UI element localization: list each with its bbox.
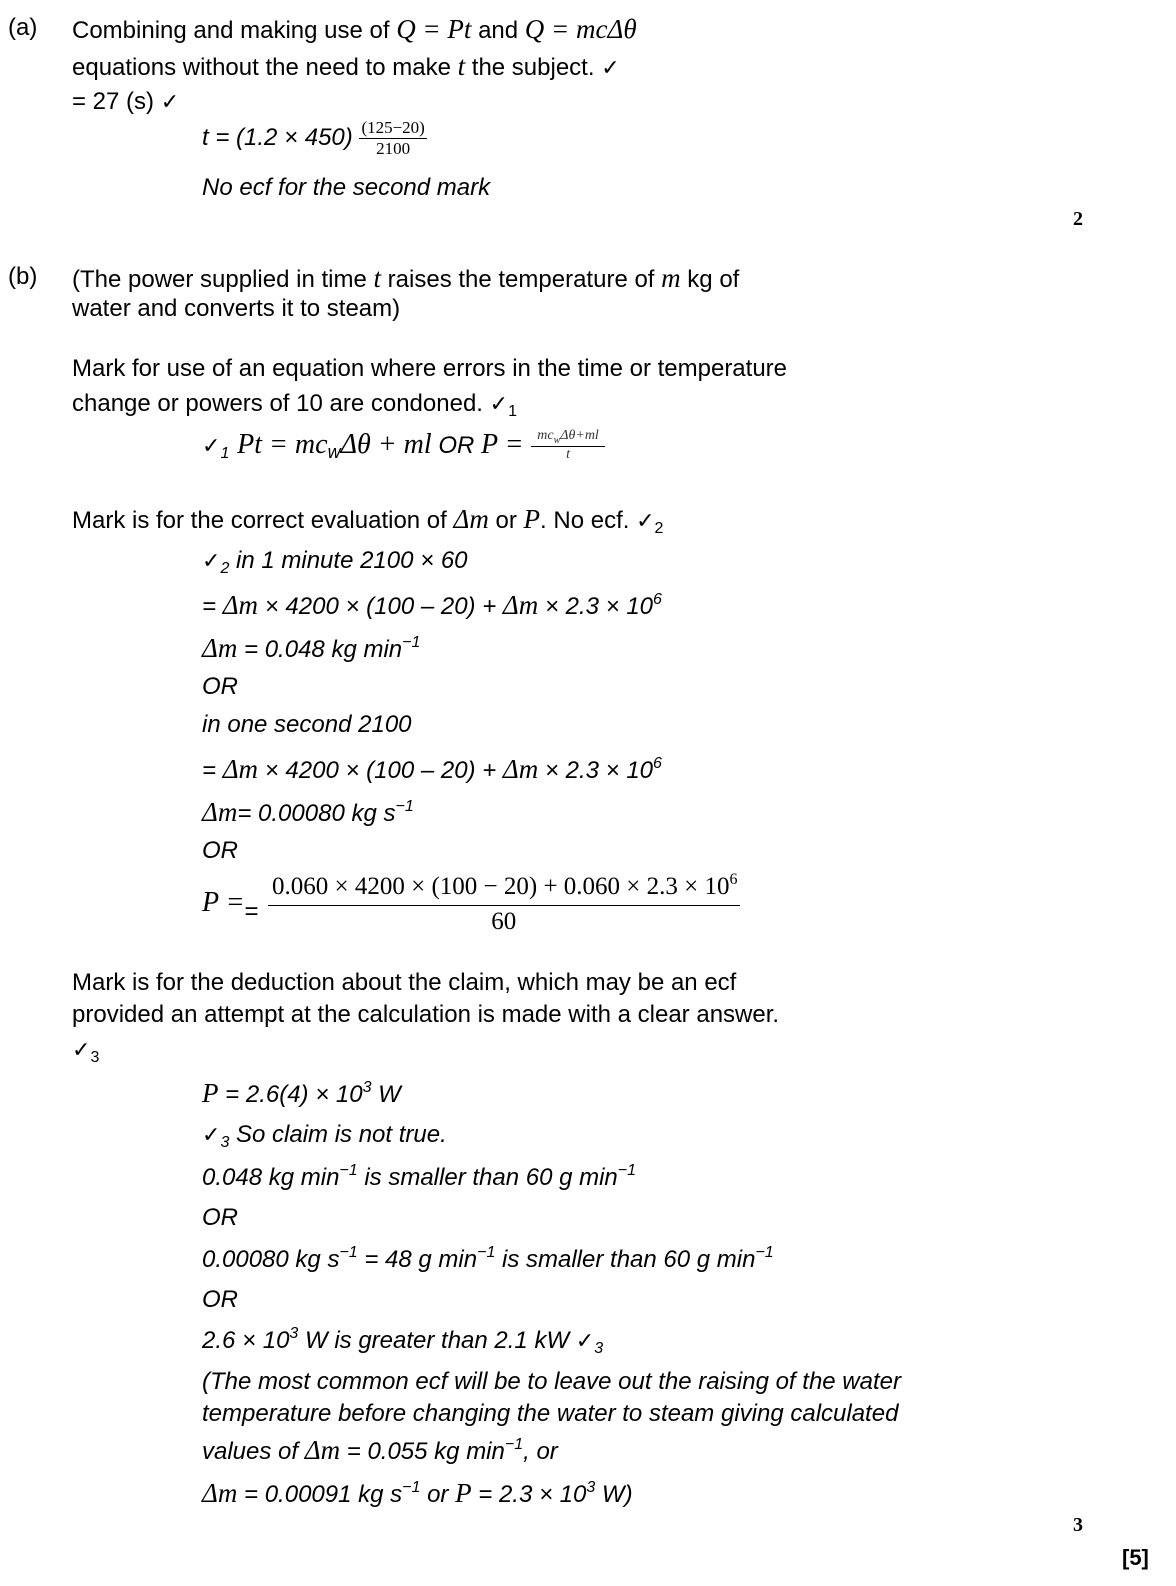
var-dm: Δm: [502, 590, 539, 620]
alternative-2: [202, 1246, 774, 1274]
text: = 2.3 × 10: [471, 1481, 587, 1508]
mark-2-criterion: [72, 504, 663, 538]
text: × 4200 × (100 – 20) +: [258, 757, 503, 784]
tick-subscript: 1: [220, 445, 230, 462]
mark-1-criterion-line-2: [72, 390, 517, 421]
text: kg of: [680, 266, 740, 293]
fraction-numerator: [268, 873, 740, 906]
power-fraction: [268, 873, 740, 936]
exponent: −1: [339, 1244, 358, 1261]
calc-2-line-3: [202, 797, 414, 828]
fraction: [531, 428, 605, 463]
or-separator: OR: [202, 837, 238, 864]
fraction-denominator: 60: [491, 908, 517, 935]
var-p: P: [202, 1078, 219, 1108]
p-equals: P =: [202, 887, 245, 918]
text: W: [371, 1081, 401, 1108]
text: . No ecf.: [540, 507, 630, 534]
text: mc: [537, 428, 554, 444]
text: = 27 (s): [72, 88, 155, 115]
text: W is greater than 2.1 kW: [298, 1327, 576, 1354]
equation-q-mcdt: Q = mcΔθ: [524, 14, 637, 44]
text: or: [488, 507, 524, 534]
var-dm: Δm: [222, 590, 259, 620]
or-separator: OR: [202, 1204, 238, 1231]
or-separator: OR: [202, 1286, 238, 1313]
exponent: −1: [402, 1479, 421, 1496]
fraction-denominator: 2100: [376, 139, 411, 158]
text: 0.00080 kg s: [202, 1246, 340, 1273]
text: W): [595, 1481, 633, 1508]
var-dm: Δm: [202, 797, 238, 827]
text: = 0.048 kg min: [237, 636, 403, 663]
total-marks: [5]: [1122, 1545, 1149, 1570]
var-t: t: [373, 263, 381, 293]
text: × 2.3 × 10: [538, 757, 654, 784]
tick-subscript: 3: [594, 1340, 604, 1357]
power-equation: [202, 873, 259, 925]
calc-1-line-1: [202, 547, 468, 578]
text: change or powers of 10 are condoned.: [72, 390, 483, 417]
text: 2.6 × 10: [202, 1327, 290, 1354]
tick-icon: ✓: [160, 90, 180, 115]
exponent: −1: [402, 634, 421, 651]
part-b-intro-1: [72, 263, 739, 294]
tick-subscript: 3: [90, 1049, 100, 1066]
exponent: 3: [289, 1325, 299, 1342]
exponent: −1: [339, 1162, 358, 1179]
tick-icon: ✓: [636, 509, 655, 534]
part-a-calculation: [202, 118, 427, 159]
alternative-1: [202, 1164, 636, 1192]
text: = 0.055 kg min: [340, 1438, 505, 1465]
calc-2-line-1: in one second 2100: [202, 711, 412, 738]
text: w: [553, 435, 561, 446]
fraction: [359, 118, 426, 159]
tick-subscript: 1: [508, 403, 517, 420]
text: , or: [523, 1438, 558, 1465]
var-dm: Δm: [202, 1478, 238, 1508]
var-dm: Δm: [502, 754, 539, 784]
var-dm: Δm: [453, 504, 489, 534]
text: Δθ+ml: [560, 428, 599, 444]
tick-subscript: 3: [220, 1134, 230, 1151]
text: raises the temperature of: [381, 266, 662, 293]
part-a-marks: 2: [1073, 208, 1083, 230]
eq-p: P =: [481, 429, 524, 460]
exponent: −1: [755, 1244, 774, 1261]
exponent: −1: [617, 1162, 637, 1179]
equals: =: [244, 898, 259, 925]
text: values of: [202, 1438, 305, 1465]
ecf-note-line-4: [202, 1478, 633, 1509]
tick-icon: ✓: [575, 1329, 595, 1354]
equation-energy-balance: [202, 428, 605, 463]
exponent: 3: [362, 1079, 372, 1096]
fraction-numerator: (125−20): [361, 118, 425, 137]
var-dm: Δm: [222, 754, 259, 784]
eq-or: OR: [431, 432, 481, 459]
part-a-line-1: [72, 14, 637, 45]
alternative-3: [202, 1327, 603, 1358]
text: or: [420, 1481, 456, 1508]
mark-1-criterion-line-1: Mark for use of an equation where errors in the time or temperature: [72, 355, 788, 382]
exponent: −1: [395, 798, 414, 815]
text: equations without the need to make: [72, 54, 458, 81]
var-dm: Δm: [202, 633, 238, 663]
calc-1-line-3: [202, 633, 420, 664]
var-p: P: [455, 1478, 472, 1508]
eq-lhs: Pt = mc: [237, 429, 328, 460]
var-t: t: [457, 51, 466, 81]
tick-icon: ✓: [202, 1123, 221, 1148]
part-b-intro-2: water and converts it to steam): [72, 295, 401, 322]
var-dm: Δm: [304, 1435, 341, 1465]
tick-subscript: 2: [220, 560, 230, 577]
text: is smaller than 60 g min: [357, 1164, 618, 1191]
tick-icon: ✓: [202, 549, 221, 574]
text: in 1 minute 2100 × 60: [229, 547, 468, 574]
text: So claim is not true.: [229, 1121, 447, 1148]
part-a-note: No ecf for the second mark: [202, 174, 491, 201]
exponent: 6: [729, 871, 738, 888]
text: the subject.: [465, 54, 595, 81]
text: =: [202, 593, 223, 620]
ecf-note-line-1: (The most common ecf will be to leave out the raising of the water: [202, 1368, 901, 1395]
mark-3-criterion-line-2: provided an attempt at the calculation is made with a clear answer.: [72, 1001, 780, 1028]
eq-rhs: Δθ + ml: [340, 429, 432, 460]
tick-icon: ✓: [489, 392, 509, 417]
or-separator: OR: [202, 673, 238, 700]
part-a-line-2: [72, 51, 620, 82]
var-p: P: [523, 504, 541, 534]
part-a-line-3: [72, 88, 179, 116]
fraction-denominator: t: [566, 447, 570, 462]
equation-q-pt: Q = Pt: [396, 14, 472, 44]
exponent: −1: [504, 1436, 524, 1453]
text: Mark is for the correct evaluation of: [72, 507, 454, 534]
tick-icon: ✓: [601, 56, 620, 81]
calc-prefix: t = (1.2 × 450): [202, 123, 353, 151]
text: and: [471, 17, 525, 44]
part-b-label: (b): [8, 263, 38, 290]
ecf-note-line-2: temperature before changing the water to steam giving calculated: [202, 1400, 899, 1427]
text: × 2.3 × 10: [538, 593, 654, 620]
tick-icon: ✓: [202, 434, 221, 459]
ecf-note-line-3: [202, 1435, 558, 1466]
exponent: 6: [653, 591, 662, 608]
text: = 48 g min: [357, 1246, 478, 1273]
text: = 0.00091 kg s: [237, 1481, 403, 1508]
text: (The power supplied in time: [72, 266, 374, 293]
text: 0.048 kg min: [202, 1164, 340, 1191]
exponent: −1: [477, 1244, 496, 1261]
text: Combining and making use of: [72, 17, 397, 44]
claim-conclusion: [202, 1121, 447, 1152]
text: 0.060 × 4200 × (100 − 20) + 0.060 × 2.3 × 10: [272, 873, 730, 900]
calc-2-line-2: [202, 754, 662, 785]
text: = 0.00080 kg s: [237, 800, 396, 827]
part-a-label: (a): [8, 14, 38, 41]
part-b-marks: 3: [1073, 1514, 1083, 1536]
tick-subscript: 2: [654, 520, 664, 537]
p-result: [202, 1078, 401, 1109]
calc-1-line-2: [202, 590, 662, 621]
fraction-numerator: [531, 428, 605, 447]
text: × 4200 × (100 – 20) +: [258, 593, 503, 620]
text: =: [202, 757, 223, 784]
tick-icon: ✓: [72, 1038, 91, 1063]
exponent: 6: [653, 755, 662, 772]
text: is smaller than 60 g min: [495, 1246, 756, 1273]
mark-3-criterion-line-1: Mark is for the deduction about the claim, which may be an ecf: [72, 969, 737, 996]
exponent: 3: [586, 1479, 596, 1496]
mark-3-tick: [72, 1036, 99, 1067]
eq-subscript-w: w: [327, 442, 341, 462]
var-m: m: [661, 263, 681, 293]
text: = 2.6(4) × 10: [218, 1081, 363, 1108]
